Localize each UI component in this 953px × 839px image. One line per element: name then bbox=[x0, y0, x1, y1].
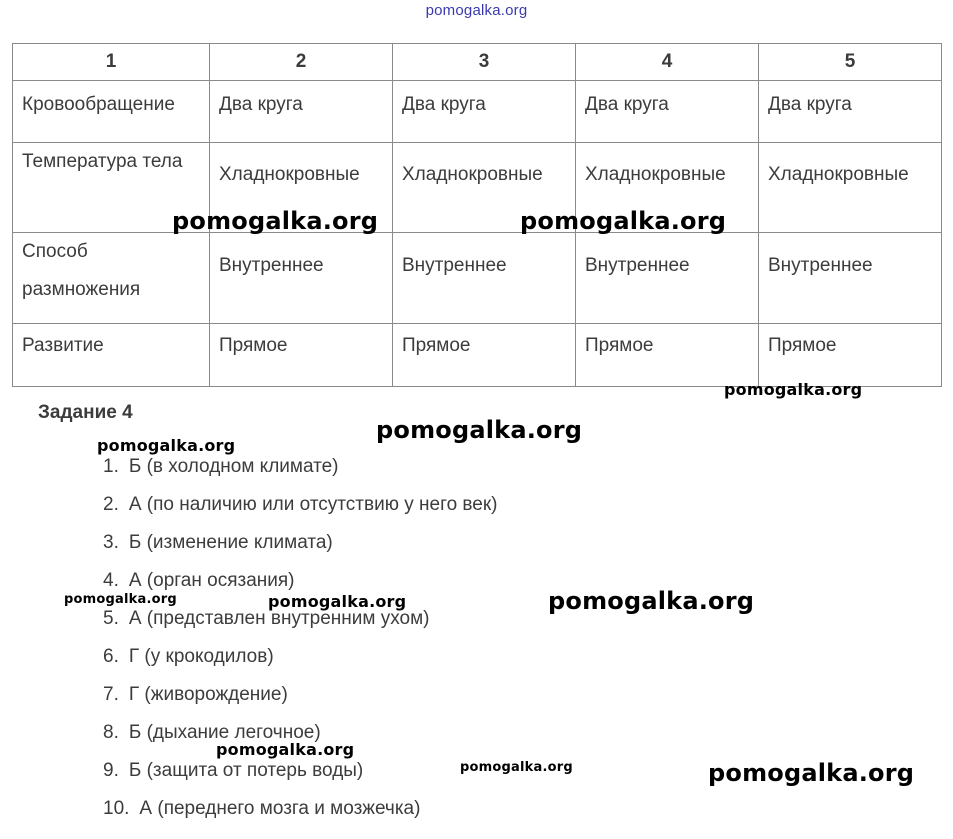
row-label: Температура тела bbox=[13, 143, 210, 233]
watermark: pomogalka.org bbox=[268, 592, 407, 611]
answer-number: 10. bbox=[103, 798, 130, 819]
column-header: 2 bbox=[210, 44, 393, 81]
column-header: 1 bbox=[13, 44, 210, 81]
table-cell: Два круга bbox=[210, 81, 393, 143]
table-cell: Два круга bbox=[759, 81, 942, 143]
table-row bbox=[13, 233, 942, 324]
row-label: Развитие bbox=[13, 324, 210, 387]
table-cell: Хладнокровные bbox=[210, 143, 393, 233]
answer-number: 7. bbox=[103, 684, 119, 705]
answer-item bbox=[103, 608, 429, 630]
task-title: Задание 4 bbox=[38, 402, 133, 423]
answer-number: 9. bbox=[103, 760, 119, 781]
answer-text: А (представлен внутренним ухом) bbox=[128, 608, 430, 629]
table-header-row bbox=[13, 44, 942, 81]
answer-item bbox=[103, 570, 294, 592]
answer-item bbox=[103, 798, 420, 820]
table-cell: Внутреннее bbox=[210, 233, 393, 324]
answer-item bbox=[103, 646, 274, 668]
watermark: pomogalka.org bbox=[216, 740, 355, 759]
table-cell: Внутреннее bbox=[759, 233, 942, 324]
table-cell: Прямое bbox=[393, 324, 576, 387]
table-cell: Внутреннее bbox=[576, 233, 759, 324]
column-header: 3 bbox=[393, 44, 576, 81]
table-cell: Внутреннее bbox=[393, 233, 576, 324]
answer-text: Б (изменение климата) bbox=[128, 532, 333, 553]
answer-item bbox=[103, 494, 498, 516]
row-label: Способ размножения bbox=[13, 233, 210, 324]
table-cell: Хладнокровные bbox=[393, 143, 576, 233]
answer-number: 1. bbox=[103, 456, 119, 477]
table-cell: Прямое bbox=[759, 324, 942, 387]
table-cell: Хладнокровные bbox=[759, 143, 942, 233]
table-cell: Прямое bbox=[210, 324, 393, 387]
answer-item bbox=[103, 684, 288, 706]
watermark: pomogalka.org bbox=[708, 759, 915, 787]
watermark: pomogalka.org bbox=[548, 587, 755, 615]
answer-text: Г (живорождение) bbox=[128, 684, 288, 705]
answer-text: А (орган осязания) bbox=[128, 570, 295, 591]
answer-number: 5. bbox=[103, 608, 119, 629]
answer-item bbox=[103, 456, 339, 478]
answer-text: Б (защита от потерь воды) bbox=[128, 760, 364, 781]
answer-text: А (по наличию или отсутствию у него век) bbox=[128, 494, 498, 515]
column-header: 4 bbox=[576, 44, 759, 81]
answer-text: Г (у крокодилов) bbox=[128, 646, 274, 667]
answer-text: Б (дыхание легочное) bbox=[128, 722, 321, 743]
answer-number: 4. bbox=[103, 570, 119, 591]
watermark: pomogalka.org bbox=[64, 592, 177, 607]
watermark: pomogalka.org bbox=[376, 416, 583, 444]
watermark: pomogalka.org bbox=[520, 207, 727, 235]
answer-number: 2. bbox=[103, 494, 119, 515]
answer-number: 8. bbox=[103, 722, 119, 743]
site-link-header[interactable]: pomogalka.org bbox=[425, 2, 528, 19]
table-cell: Два круга bbox=[576, 81, 759, 143]
answer-number: 6. bbox=[103, 646, 119, 667]
answer-text: А (переднего мозга и мозжечка) bbox=[139, 798, 421, 819]
answer-text: Б (в холодном климате) bbox=[128, 456, 339, 477]
table-cell: Прямое bbox=[576, 324, 759, 387]
table-row bbox=[13, 143, 942, 233]
table-row bbox=[13, 324, 942, 387]
answer-item bbox=[103, 760, 363, 782]
answer-number: 3. bbox=[103, 532, 119, 553]
comparison-table bbox=[12, 43, 942, 387]
watermark: pomogalka.org bbox=[172, 207, 379, 235]
table-cell: Два круга bbox=[393, 81, 576, 143]
answer-item bbox=[103, 532, 333, 554]
table-cell: Хладнокровные bbox=[576, 143, 759, 233]
table-row bbox=[13, 81, 942, 143]
watermark: pomogalka.org bbox=[724, 380, 863, 399]
watermark: pomogalka.org bbox=[460, 760, 573, 775]
row-label: Кровообращение bbox=[13, 81, 210, 143]
column-header: 5 bbox=[759, 44, 942, 81]
watermark: pomogalka.org bbox=[97, 436, 236, 455]
